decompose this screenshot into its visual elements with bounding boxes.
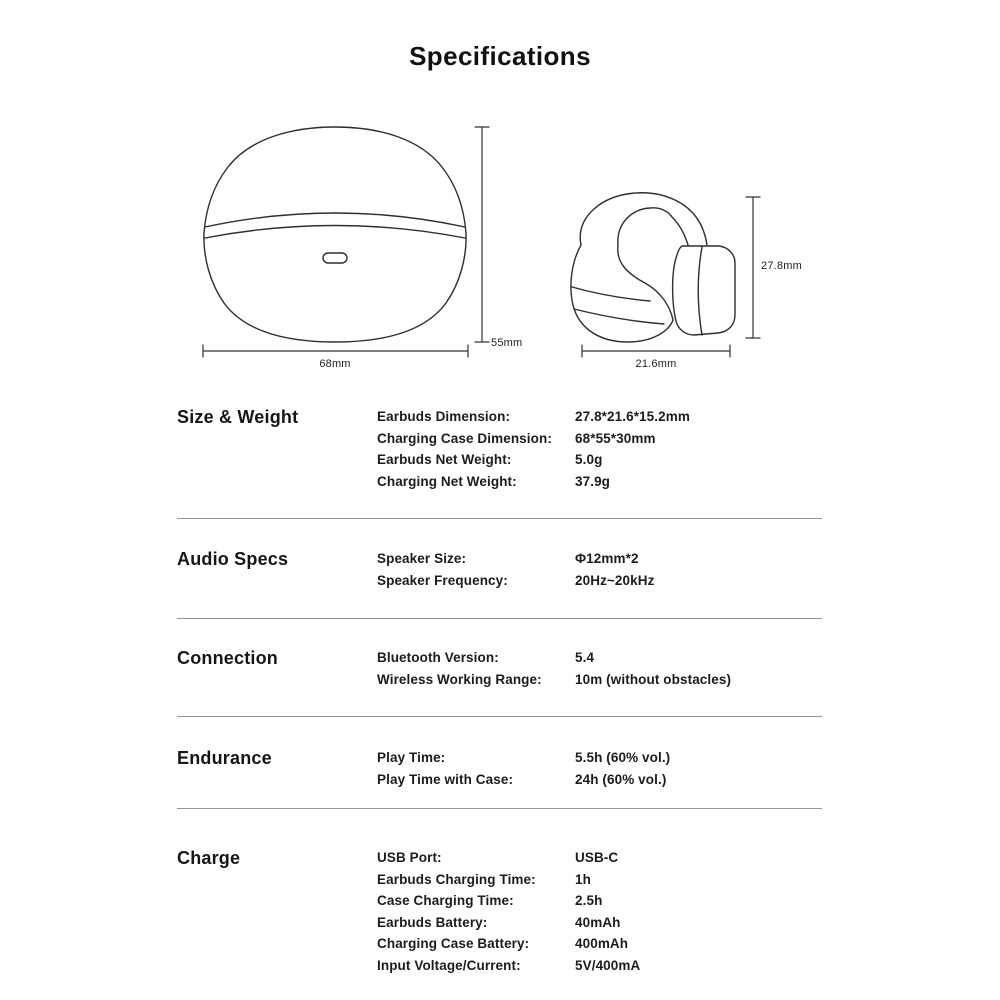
spec-row bbox=[377, 570, 822, 592]
spec-value: USB-C bbox=[575, 850, 619, 865]
spec-section-size-weight bbox=[177, 406, 822, 492]
spec-value: 27.8*21.6*15.2mm bbox=[575, 409, 690, 424]
spec-value: 24h (60% vol.) bbox=[575, 771, 667, 787]
spec-value: 5V/400mA bbox=[575, 957, 641, 973]
spec-section-audio-specs bbox=[177, 548, 822, 591]
spec-value: 1h bbox=[575, 871, 591, 887]
spec-rows bbox=[377, 406, 822, 492]
section-title: Charge bbox=[177, 848, 241, 868]
spec-rows bbox=[377, 548, 822, 591]
section-divider bbox=[177, 518, 822, 519]
spec-row bbox=[377, 449, 822, 471]
section-title: Endurance bbox=[177, 748, 272, 768]
earbud-height-dimension-label: 27.8mm bbox=[761, 260, 802, 272]
spec-label: Play Time: bbox=[377, 750, 446, 765]
spec-row bbox=[377, 548, 822, 570]
page-title: Specifications bbox=[409, 41, 591, 71]
spec-value: 68*55*30mm bbox=[575, 430, 656, 446]
spec-row bbox=[377, 769, 822, 791]
section-divider bbox=[177, 808, 822, 809]
spec-section-charge bbox=[177, 847, 822, 977]
spec-row bbox=[377, 869, 822, 891]
spec-value: 37.9g bbox=[575, 473, 611, 489]
spec-row bbox=[377, 428, 822, 450]
spec-label: Earbuds Charging Time: bbox=[377, 871, 536, 887]
spec-value: 40mAh bbox=[575, 914, 621, 930]
spec-label: Speaker Size: bbox=[377, 551, 467, 566]
spec-rows bbox=[377, 847, 822, 977]
spec-value: 10m (without obstacles) bbox=[575, 671, 732, 687]
spec-label: Charging Case Dimension: bbox=[377, 430, 552, 446]
case-width-dimension-label: 68mm bbox=[319, 358, 351, 370]
spec-label: Wireless Working Range: bbox=[377, 671, 542, 687]
earbud-width-dimension-label: 21.6mm bbox=[635, 358, 677, 370]
spec-row bbox=[377, 912, 822, 934]
spec-label: Earbuds Dimension: bbox=[377, 409, 511, 424]
spec-row bbox=[377, 890, 822, 912]
spec-row bbox=[377, 406, 822, 428]
section-title: Size & Weight bbox=[177, 407, 299, 427]
spec-value: 400mAh bbox=[575, 936, 629, 952]
spec-label: Earbuds Net Weight: bbox=[377, 452, 512, 468]
spec-row bbox=[377, 471, 822, 493]
spec-label: Input Voltage/Current: bbox=[377, 957, 521, 973]
section-divider bbox=[177, 618, 822, 619]
spec-row bbox=[377, 955, 822, 977]
section-divider bbox=[177, 716, 822, 717]
spec-value: 5.5h (60% vol.) bbox=[575, 750, 671, 765]
spec-value: 5.4 bbox=[575, 650, 595, 665]
spec-label: Charging Case Battery: bbox=[377, 936, 530, 952]
spec-value: 20Hz~20kHz bbox=[575, 572, 655, 588]
spec-section-endurance bbox=[177, 747, 822, 790]
spec-label: Bluetooth Version: bbox=[377, 650, 499, 665]
spec-label: Play Time with Case: bbox=[377, 771, 514, 787]
spec-label: Earbuds Battery: bbox=[377, 914, 488, 930]
spec-value: Φ12mm*2 bbox=[575, 551, 639, 566]
spec-value: 2.5h bbox=[575, 893, 603, 909]
spec-row bbox=[377, 847, 822, 869]
spec-value: 5.0g bbox=[575, 452, 603, 468]
case-height-dimension-label: 55mm bbox=[491, 337, 523, 349]
spec-row bbox=[377, 747, 822, 769]
spec-label: USB Port: bbox=[377, 850, 442, 865]
spec-rows bbox=[377, 747, 822, 790]
section-title: Audio Specs bbox=[177, 549, 289, 569]
spec-label: Charging Net Weight: bbox=[377, 473, 517, 489]
spec-label: Speaker Frequency: bbox=[377, 572, 508, 588]
spec-row bbox=[377, 933, 822, 955]
spec-rows bbox=[377, 647, 822, 690]
spec-row bbox=[377, 669, 822, 691]
spec-label: Case Charging Time: bbox=[377, 893, 514, 909]
spec-section-connection bbox=[177, 647, 822, 690]
spec-row bbox=[377, 647, 822, 669]
section-title: Connection bbox=[177, 648, 278, 668]
